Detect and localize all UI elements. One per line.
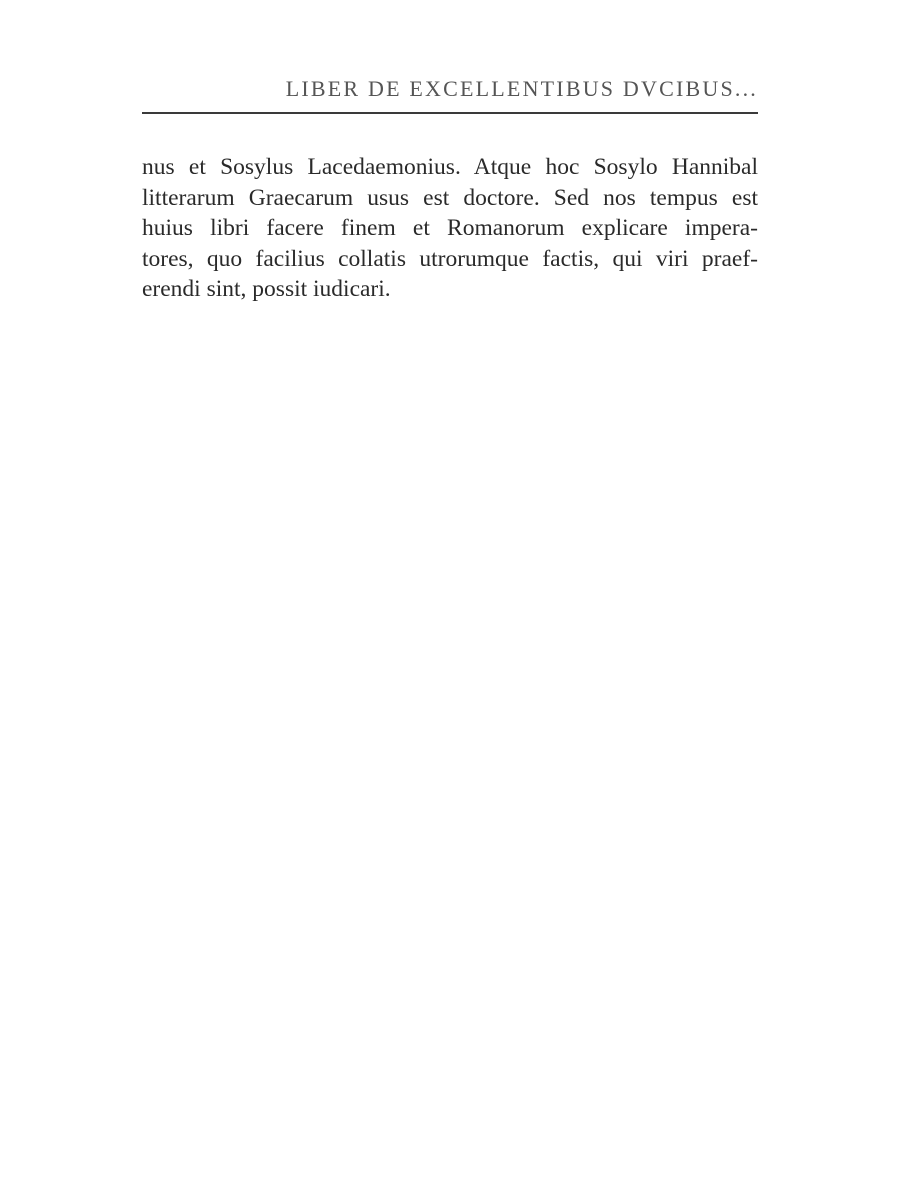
- body-paragraph: [142, 152, 758, 305]
- text-line: litterarum Graecarum usus est doctore. Sed nos tempus est: [142, 184, 758, 211]
- text-line: huius libri facere finem et Romanorum explicare impera-: [142, 215, 758, 242]
- text-line: tores, quo facilius collatis utrorumque factis, qui viri praef-: [142, 245, 758, 272]
- text-line: nus et Sosylus Lacedaemonius. Atque hoc Sosylo Hannibal: [142, 154, 758, 180]
- running-header-title: LIBER DE EXCELLENTIBUS DVCIBUS...: [285, 76, 758, 101]
- header-rule: [142, 112, 758, 114]
- text-line: erendi sint, possit iudicari.: [142, 276, 391, 303]
